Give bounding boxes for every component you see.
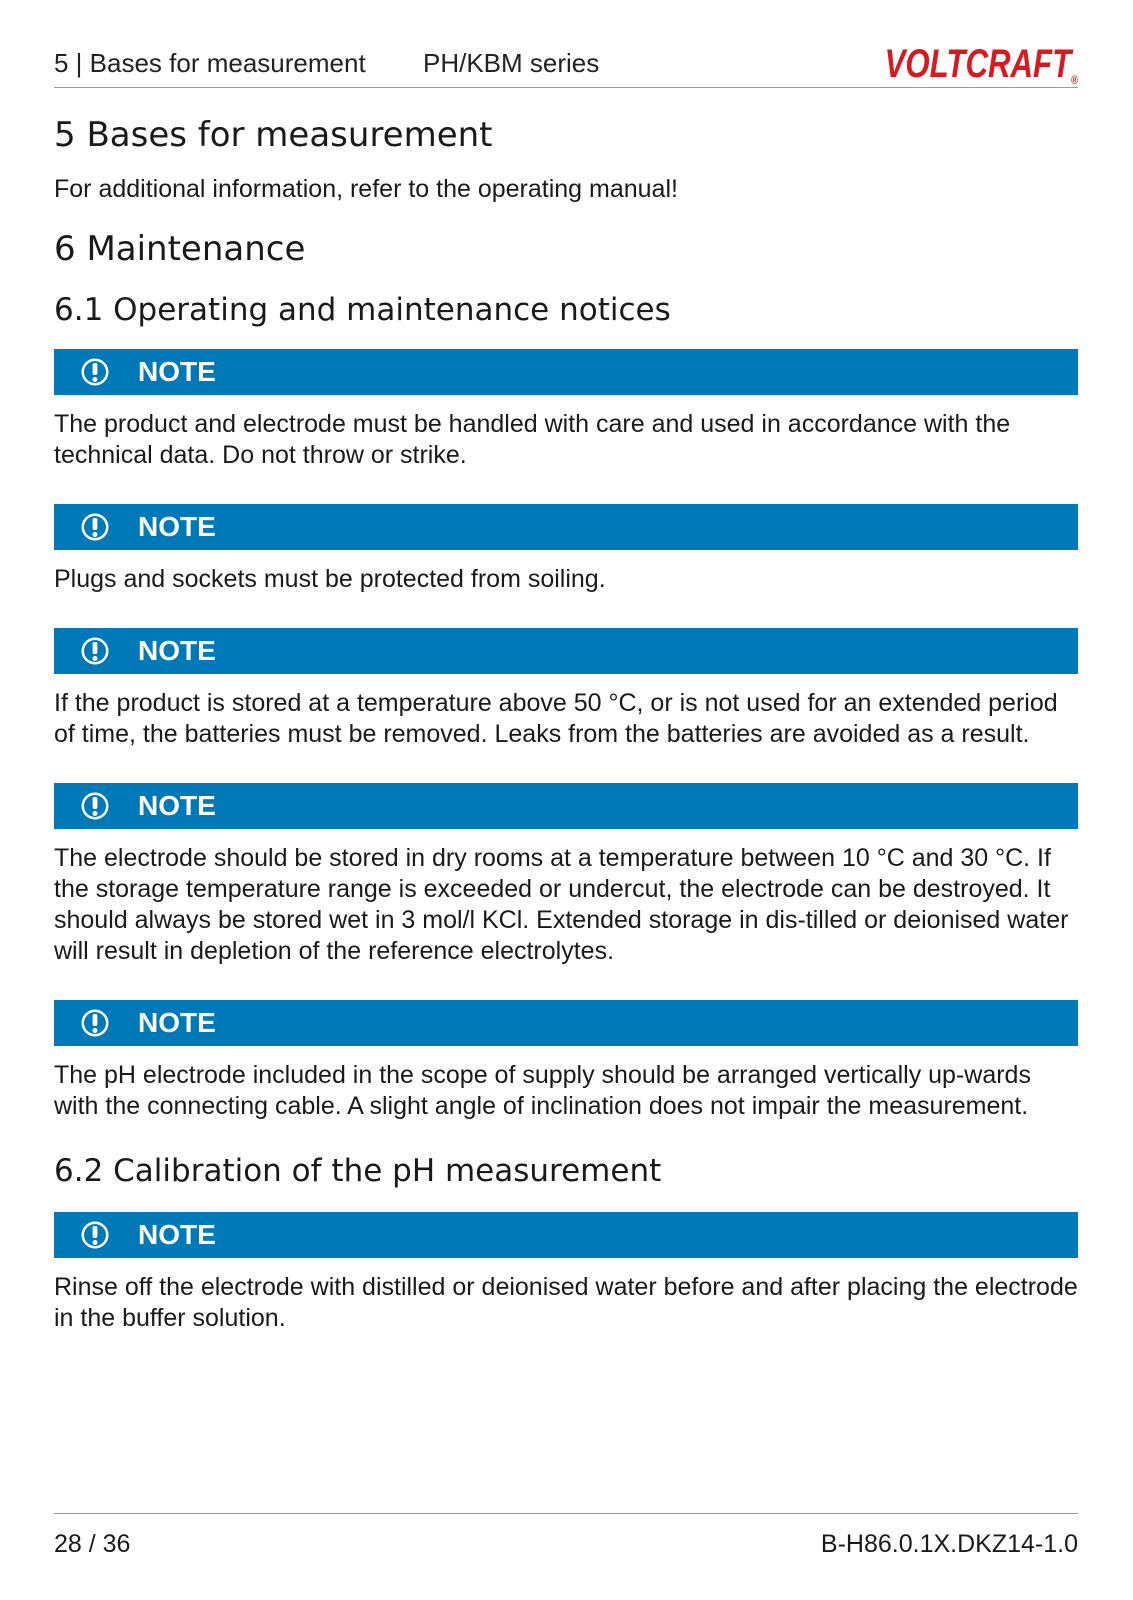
section-6-1-title: 6.1 Operating and maintenance notices: [54, 292, 671, 328]
document-id: B-H86.0.1X.DKZ14-1.0: [820, 1530, 1078, 1558]
note-bar-5: [54, 1000, 1078, 1046]
note-label: NOTE: [138, 511, 216, 542]
note-bar-6: [54, 1212, 1078, 1258]
page-number: 28 / 36: [54, 1530, 131, 1558]
footer-divider: [54, 1513, 1078, 1514]
note-text-3: If the product is stored at a temperature above 50 °C, or is not used for an extended period of time, the batteries must be removed. Leaks from the batteries are avoided as a result.: [54, 689, 1058, 748]
exclamation-icon: [80, 512, 110, 542]
section-6-2-title: 6.2 Calibration of the pH measurement: [54, 1153, 662, 1189]
exclamation-icon: [80, 1008, 110, 1038]
note-label: NOTE: [138, 1007, 216, 1038]
note-text-2: Plugs and sockets must be protected from soiling.: [54, 565, 606, 593]
note-label: NOTE: [138, 790, 216, 821]
voltcraft-logo: [885, 42, 1078, 87]
section-5-text: For additional information, refer to the operating manual!: [54, 175, 678, 203]
note-text-1: The product and electrode must be handled with care and used in accordance with the technical data. Do not throw or strike.: [54, 410, 1011, 469]
section-5-title: 5 Bases for measurement: [54, 115, 493, 155]
page-header: [54, 42, 1078, 87]
note-text-6: Rinse off the electrode with distilled or deionised water before and after placing the electrode in the buffer solution.: [54, 1273, 1078, 1332]
note-label: NOTE: [138, 1219, 216, 1250]
note-bar-1: [54, 349, 1078, 395]
header-section-label: 5 | Bases for measurement: [54, 48, 366, 78]
note-text-5: The pH electrode included in the scope of supply should be arranged vertically up-wards with the connecting cable. A slight angle of inclination does not impair the measurement.: [54, 1061, 1031, 1120]
note-label: NOTE: [138, 356, 216, 387]
note-text-4: The electrode should be stored in dry rooms at a temperature between 10 °C and 30 °C. If the storage temperature range is exceeded or undercut, the electrode can be destroyed. It should always be stored wet in 3 mol/l KCl. Extended storage in dis-tilled or deionised water will result in depletion of the reference electrolytes.: [54, 844, 1069, 965]
exclamation-icon: [80, 636, 110, 666]
exclamation-icon: [80, 791, 110, 821]
note-bar-3: [54, 628, 1078, 674]
exclamation-icon: [80, 1220, 110, 1250]
page-content: [54, 112, 1078, 1334]
logo-text: VOLTCRAFT: [884, 42, 1072, 86]
logo-registered-mark: ®: [1071, 73, 1078, 87]
note-bar-4: [54, 783, 1078, 829]
exclamation-icon: [80, 357, 110, 387]
section-6-title: 6 Maintenance: [54, 229, 306, 269]
note-label: NOTE: [138, 635, 216, 666]
header-divider: [54, 87, 1078, 88]
note-bar-2: [54, 504, 1078, 550]
header-series-label: PH/KBM series: [423, 48, 600, 78]
